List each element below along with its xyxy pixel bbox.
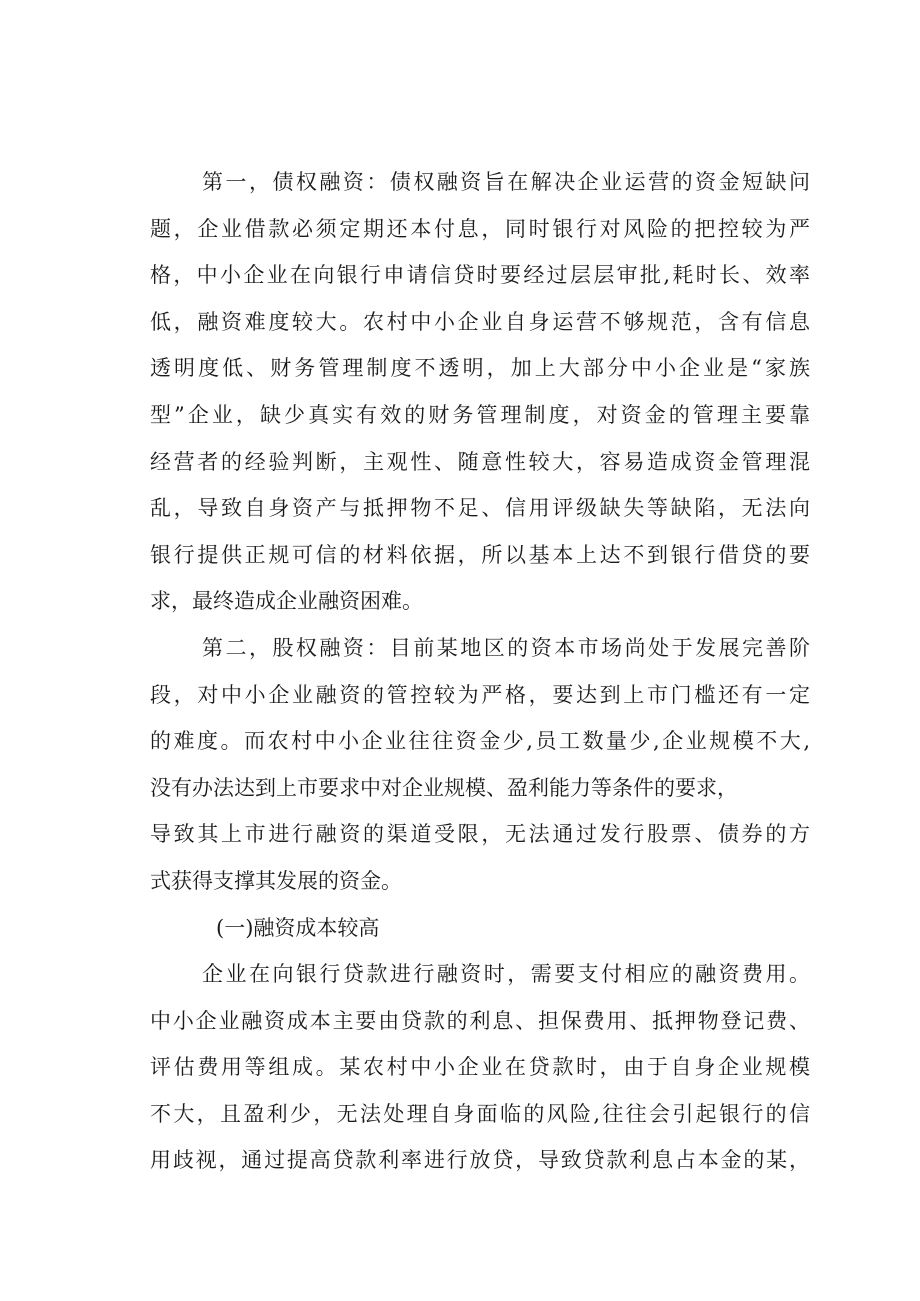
section-heading-text: (一)融资成本较高 (216, 915, 380, 940)
paragraph-line: 银行提供正规可信的材料依据，所以基本上达不到银行借贷的要 (150, 542, 810, 567)
paragraph-line: 评估费用等组成。某农村中小企业在贷款时，由于自身企业规模 (150, 1055, 810, 1080)
paragraph-line: 求，最终造成企业融资困难。 (150, 589, 423, 614)
paragraph-line: 题，企业借款必须定期还本付息，同时银行对风险的把控较为严 (150, 216, 810, 241)
paragraph-line: 经营者的经验判断，主观性、随意性较大，容易造成资金管理混 (150, 449, 810, 474)
paragraph-line: 第二，股权融资：目前某地区的资本市场尚处于发展完善阶 (202, 635, 810, 660)
paragraph-line: 格，中小企业在向银行申请信贷时要经过层层审批,耗时长、效率 (150, 263, 810, 288)
paragraph-line: 第一，债权融资：债权融资旨在解决企业运营的资金短缺问 (202, 170, 810, 194)
paragraph-line: 用歧视，通过提高贷款利率进行放贷，导致贷款利息占本金的某， (150, 1148, 810, 1173)
paragraph-line: 乱，导致自身资产与抵押物不足、信用评级缺失等缺陷，无法向 (150, 496, 810, 521)
paragraph-line: 的难度。而农村中小企业往往资金少,员工数量少,企业规模不大, (150, 729, 810, 754)
paragraph-line: 中小企业融资成本主要由贷款的利息、担保费用、抵押物登记费、 (150, 1008, 810, 1033)
paragraph-line: 型”企业，缺少真实有效的财务管理制度，对资金的管理主要靠 (150, 402, 810, 427)
paragraph-line: 企业在向银行贷款进行融资时，需要支付相应的融资费用。 (202, 962, 810, 987)
paragraph-line: 导致其上市进行融资的渠道受限，无法通过发行股票、债券的方 (150, 822, 810, 847)
paragraph-line: 段，对中小企业融资的管控较为严格，要达到上市门槛还有一定 (150, 682, 810, 707)
paragraph-debt-financing (150, 159, 810, 625)
paragraph-line: 低，融资难度较大。农村中小企业自身运营不够规范，含有信息 (150, 309, 810, 334)
paragraph-line: 没有办法达到上市要求中对企业规模、盈利能力等条件的要求， (150, 775, 738, 800)
paragraph-equity-financing (150, 625, 810, 905)
document-body (150, 159, 810, 1184)
paragraph-line: 不大，且盈利少，无法处理自身面临的风险,往往会引起银行的信 (150, 1101, 810, 1126)
paragraph-financing-cost (150, 951, 810, 1184)
paragraph-line: 式获得支撑其发展的资金。 (150, 868, 402, 893)
section-heading (150, 905, 810, 952)
paragraph-line: 透明度低、财务管理制度不透明，加上大部分中小企业是“家族 (150, 356, 810, 381)
